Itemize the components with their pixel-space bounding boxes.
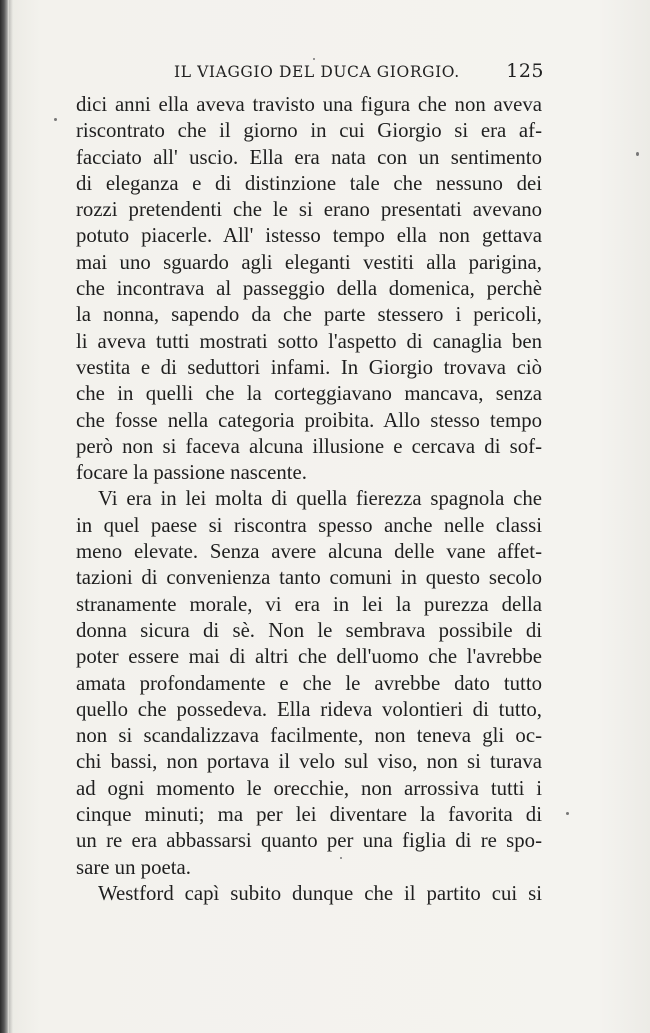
text-line: poter essere mai di altri che dell'uomo che l'avrebbe [76, 645, 542, 669]
running-head [174, 60, 544, 87]
paper-speck [313, 58, 315, 60]
text-line: stranamente morale, vi era in lei la purezza della [76, 592, 542, 616]
text-line: la nonna, sapendo da che parte stessero i pericoli, [76, 303, 542, 327]
text-line: che in quelli che la corteggiavano mancava, senza [76, 382, 542, 406]
text-line: sare un poeta. [76, 855, 191, 879]
text-line: dici anni ella aveva travisto una figura che non aveva [76, 93, 542, 116]
body-text [76, 92, 542, 907]
text-line: amata profondamente e che le avrebbe dato tutto [76, 671, 542, 695]
text-line: un re era abbassarsi quanto per una figlia di re spo- [76, 829, 542, 853]
text-line: che fosse nella categoria proibita. Allo stesso tempo [76, 408, 542, 432]
text-line: però non si faceva alcuna illusione e cercava di sof- [76, 434, 542, 458]
paper-speck [340, 857, 342, 859]
text-line: in quel paese si riscontra spesso anche nelle classi [76, 513, 542, 537]
text-line: chi bassi, non portava il velo sul viso, non si turava [76, 750, 542, 774]
text-line: li aveva tutti mostrati sotto l'aspetto di canaglia ben [76, 329, 542, 353]
text-line: donna sicura di sè. Non le sembrava possibile di [76, 618, 542, 642]
text-line: che incontrava al passeggio della domenica, perchè [76, 277, 542, 301]
text-line: riscontrato che il giorno in cui Giorgio si era af- [76, 119, 542, 143]
binding-edge [0, 0, 9, 1033]
text-line: potuto piacerle. All' istesso tempo ella non gettava [76, 224, 542, 248]
page-number: 125 [506, 60, 544, 82]
text-line: non si scandalizzava facilmente, non teneva gli oc- [76, 724, 542, 748]
text-line: meno elevate. Senza avere alcuna delle vane affet- [76, 540, 542, 564]
text-line: focare la passione nascente. [76, 461, 307, 485]
paper-speck [636, 152, 639, 156]
text-line: quello che possedeva. Ella rideva volontieri di tutto, [76, 697, 542, 721]
text-line: ad ogni momento le orecchie, non arrossiva tutti i [76, 776, 542, 800]
text-line: cinque minuti; ma per lei diventare la favorita di [76, 803, 542, 827]
text-line: tazioni di convenienza tanto comuni in questo secolo [76, 566, 542, 590]
running-title: IL VIAGGIO DEL DUCA GIORGIO. [174, 63, 460, 81]
text-line: Westford capì subito dunque che il partito cui si [98, 881, 542, 905]
paper-speck [54, 118, 57, 121]
text-line: rozzi pretendenti che le si erano presentati avevano [76, 198, 542, 222]
text-line: di eleganza e di distinzione tale che nessuno dei [76, 171, 542, 195]
text-line: Vi era in lei molta di quella fierezza spagnola che [98, 487, 542, 511]
text-line: vestita e di seduttori infami. In Giorgio trovava ciò [76, 355, 542, 379]
paper-speck [566, 812, 569, 815]
binding-gutter [9, 0, 13, 1033]
text-line: mai uno sguardo agli eleganti vestiti alla parigina, [76, 250, 542, 274]
text-line: facciato all' uscio. Ella era nata con un sentimento [76, 145, 542, 169]
